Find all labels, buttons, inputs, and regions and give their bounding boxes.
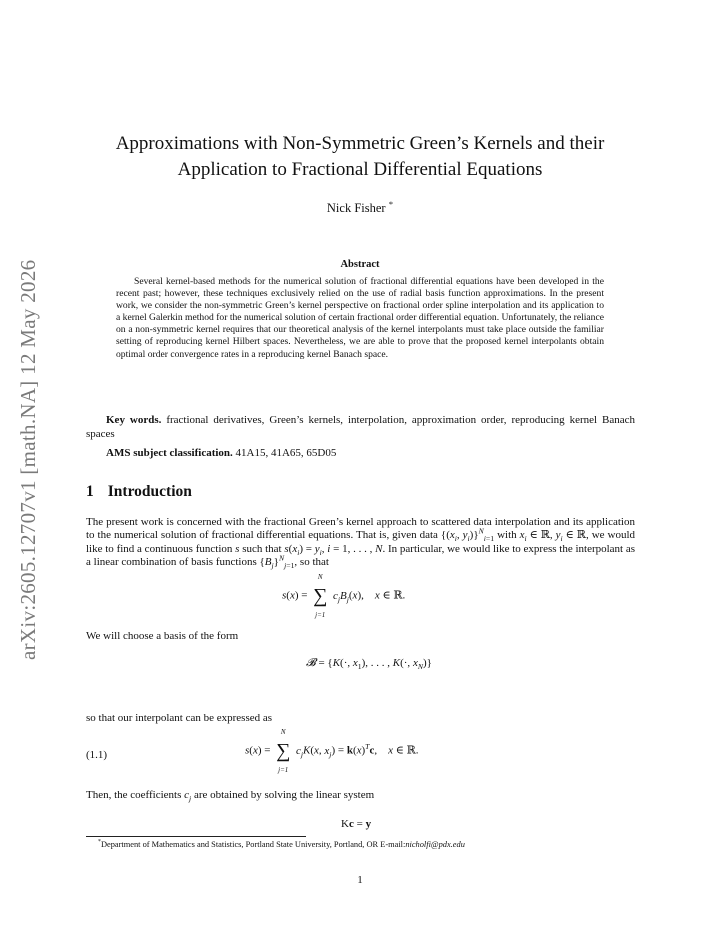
section-title: Introduction <box>107 483 192 500</box>
equation-label: (1.1) <box>86 749 108 761</box>
ams-codes: 41A15, 41A65, 65D05 <box>235 447 337 459</box>
keywords-label: Key words. <box>106 414 162 426</box>
title-line-1: Approximations with Non-Symmetric Green’s Kernels and their <box>115 133 605 154</box>
text-run: such that <box>242 542 282 555</box>
title-line-2: Application to Fractional Differential Equations <box>177 159 543 180</box>
footnote-mark: * <box>98 839 101 846</box>
author-footnote-mark: * <box>388 198 394 209</box>
intro-paragraph-1: The present work is concerned with the fractional Green’s kernel approach to scattered data interpolation and its application to the numerical solution of fractional differential equations. That is, given data {($x_i$, $y_i)\}^N_{i=1}$ with $x_i$ ∈ ℝ, $y_i$ ∈ ℝ, we would like to find a continuous function s such that $s(x_i) = y_i$, i = 1, . . . , N. In particular, we would like to express the interpolant as a linear combination of basis functions $\{B_j\}^N_{j=1}$, so that <box>86 516 636 571</box>
abstract-text: Several kernel-based methods for the numerical solution of fractional differential equations have been developed in the recent past; however, these techniques exclusively relied on the use of radial basis function approximations. In the present work, we consider the non-symmetric Green’s kernel perspective on fractional order spline interpolation and its application to a kernel Galerkin method for the numerical solution of certain fractional order differential equation. Unfortunately, the reliance on a non-symmetric kernel requires that our theoretical analysis of the kernel interpolants must take place outside the familiar setting of reproducing kernel Hilbert spaces. Nevertheless, we are able to prove that the proposed kernel interpolants obtain optimal order convergence rates in a reproducing kernel Banach space. <box>116 276 604 360</box>
text-run: with <box>497 529 517 542</box>
intro-paragraph-4: Then, the coefficients $c_j$ are obtained by solving the linear system <box>86 789 375 804</box>
paper-title <box>86 131 634 183</box>
section-heading <box>86 483 192 501</box>
keywords <box>86 414 635 441</box>
footnote-email[interactable]: nicholfi@pdx.edu <box>405 840 465 849</box>
section-number: 1 <box>86 483 94 500</box>
text-run: we would like to find a continuous function <box>86 529 635 555</box>
footnote <box>98 840 465 849</box>
ams-label: AMS subject classification. <box>106 447 233 459</box>
equation-1-1: s(x) = N ∑ j=1 $c_jK(x$, $x_j) = k(x)^Tc$, x ∈ ℝ. <box>245 728 419 774</box>
footnote-affiliation: Department of Mathematics and Statistics, Portland State University, Portland, OR E-mail: <box>100 840 406 849</box>
author <box>86 198 634 216</box>
equation-basis-set: 𝓑 = {K(·, $x_1$), . . . , K(·, $x_N$)} <box>306 657 432 672</box>
intro-paragraph-3: so that our interpolant can be expressed as <box>86 712 273 724</box>
text-run: so that <box>299 556 329 569</box>
abstract-heading: Abstract <box>340 259 380 270</box>
text-run: Then, the coefficients <box>86 789 182 801</box>
text-run: The present work is concerned with the fractional Green’s kernel approach to scattered data interpolation and its application to the numerical solution of fractional differential equations. That is, given data <box>86 516 635 542</box>
ams-classification <box>106 447 336 459</box>
footnote-rule <box>86 836 306 837</box>
equation-linear-system: Kc = y <box>341 818 372 830</box>
text-run: In particular, we would like to express the interpolant as a linear combination of basis functions <box>86 542 636 569</box>
arxiv-identifier: arXiv:2605.12707v1 [math.NA] 12 May 2026 <box>16 259 40 660</box>
equation-interpolant-sum: s(x) = N ∑ j=1 $c_jB_j(x)$, x ∈ ℝ. <box>282 573 406 619</box>
keywords-text: fractional derivatives, Green’s kernels, interpolation, approximation order, reproducing kernel Banach spaces <box>86 414 635 440</box>
page-number: 1 <box>357 874 363 886</box>
text-run: are obtained by solving the linear system <box>193 789 375 801</box>
author-name: Nick Fisher <box>326 201 386 215</box>
intro-paragraph-2: We will choose a basis of the form <box>86 630 239 642</box>
